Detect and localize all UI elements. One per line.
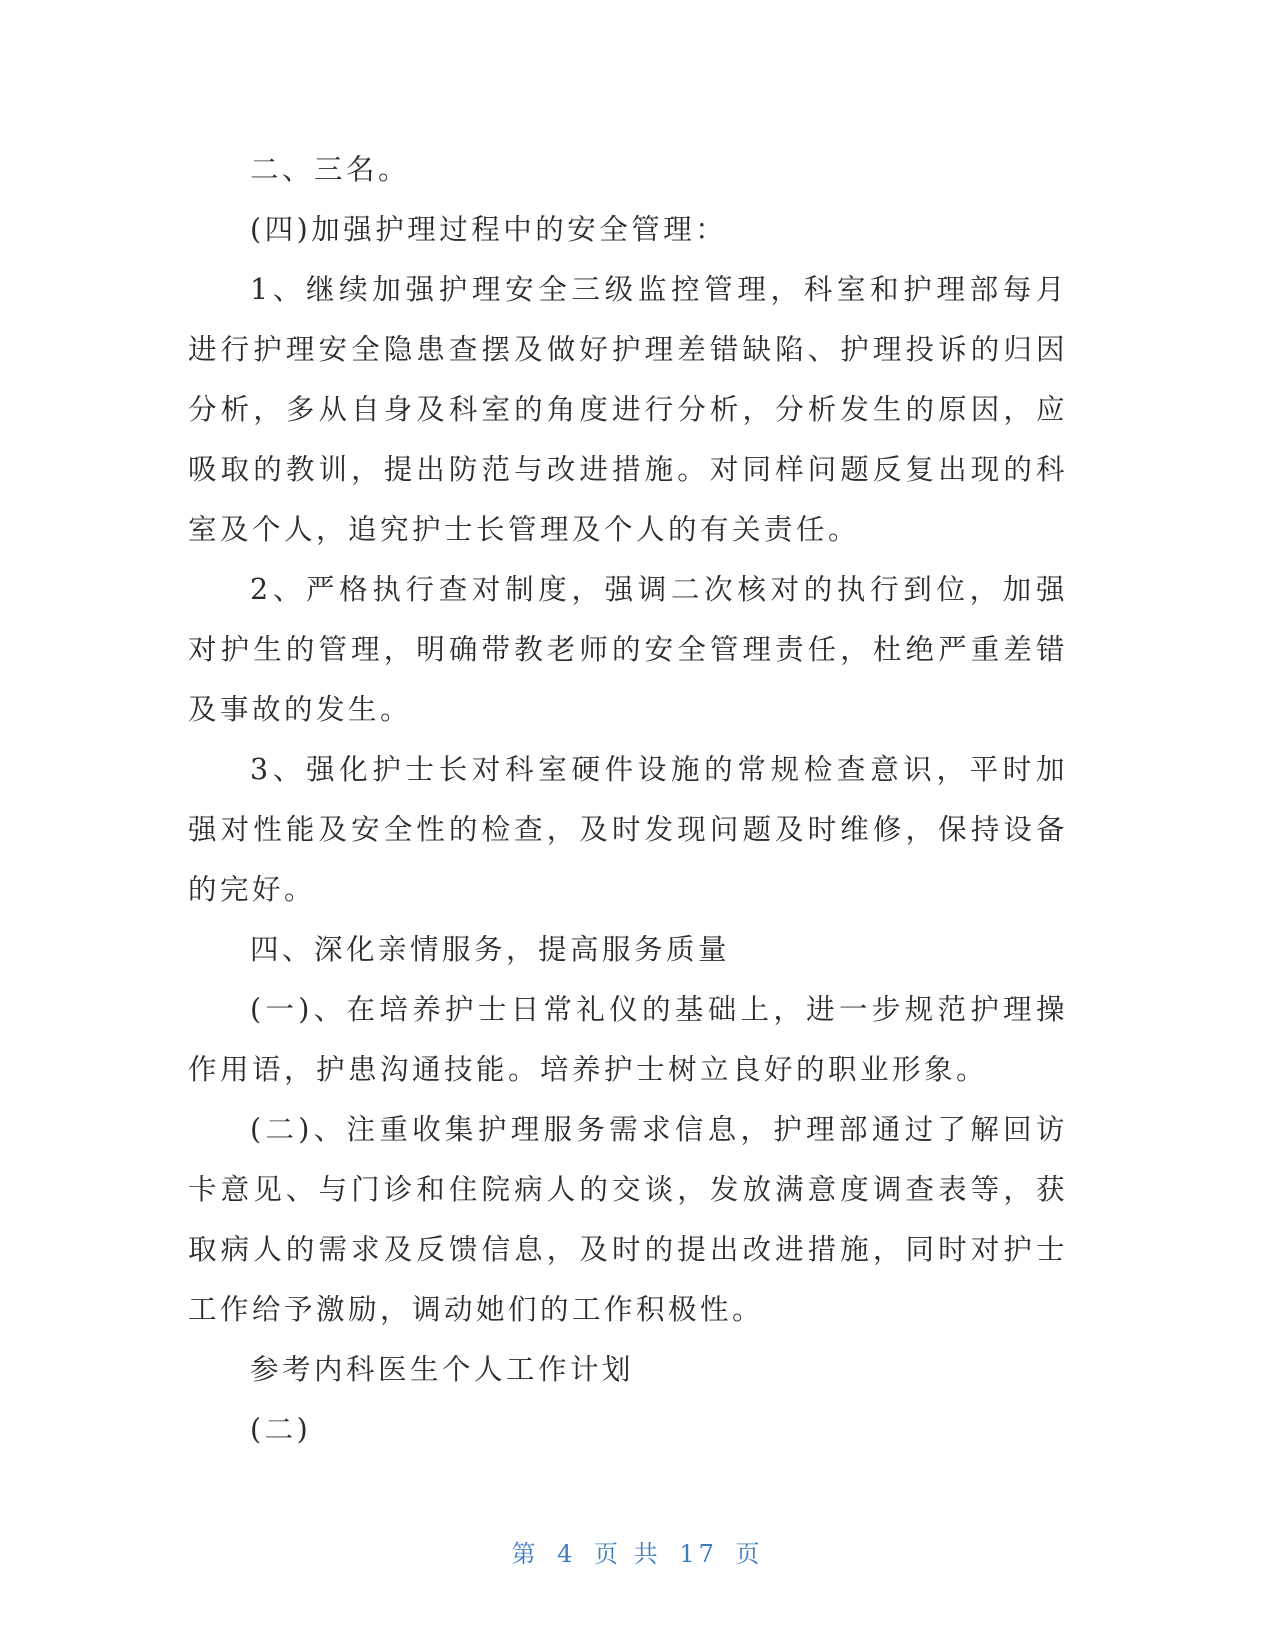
paragraph-service-1: (一)、在培养护士日常礼仪的基础上，进一步规范护理操作用语，护患沟通技能。培养护士树立良好的职业形象。: [188, 993, 1068, 1086]
paragraph-heading-safety: (四)加强护理过程中的安全管理：: [250, 213, 728, 246]
footer-total-pages: 17: [679, 1540, 718, 1568]
document-body: [188, 140, 1068, 1460]
paragraph-service-2: (二)、注重收集护理服务需求信息，护理部通过了解回访卡意见、与门诊和住院病人的交谈，发放满意度调查表等，获取病人的需求及反馈信息，及时的提出改进措施，同时对护士工作给予激励，调动她们的工作积极性。: [188, 1113, 1068, 1326]
paragraph-reference: 参考内科医生个人工作计划: [250, 1353, 635, 1386]
footer-middle: 页 共: [594, 1540, 662, 1568]
paragraph-section-two: (二): [250, 1413, 312, 1446]
footer-prefix: 第: [511, 1540, 540, 1568]
paragraph-item-1: 1、继续加强护理安全三级监控管理，科室和护理部每月进行护理安全隐患查摆及做好护理差错缺陷、护理投诉的归因分析，多从自身及科室的角度进行分析，分析发生的原因，应吸取的教训，提出防范与改进措施。对同样问题反复出现的科室及个人，追究护士长管理及个人的有关责任。: [188, 273, 1068, 546]
footer-current-page: 4: [557, 1540, 577, 1568]
footer-suffix: 页: [735, 1540, 764, 1568]
paragraph-heading-two-three: 二、三名。: [250, 153, 411, 186]
paragraph-item-3: 3、强化护士长对科室硬件设施的常规检查意识，平时加强对性能及安全性的检查，及时发现问题及时维修，保持设备的完好。: [188, 753, 1068, 906]
paragraph-item-2: 2、严格执行查对制度，强调二次核对的执行到位，加强对护生的管理，明确带教老师的安全管理责任，杜绝严重差错及事故的发生。: [188, 573, 1068, 726]
page-footer: [0, 1534, 1275, 1569]
paragraph-heading-service: 四、深化亲情服务，提高服务质量: [250, 933, 731, 966]
